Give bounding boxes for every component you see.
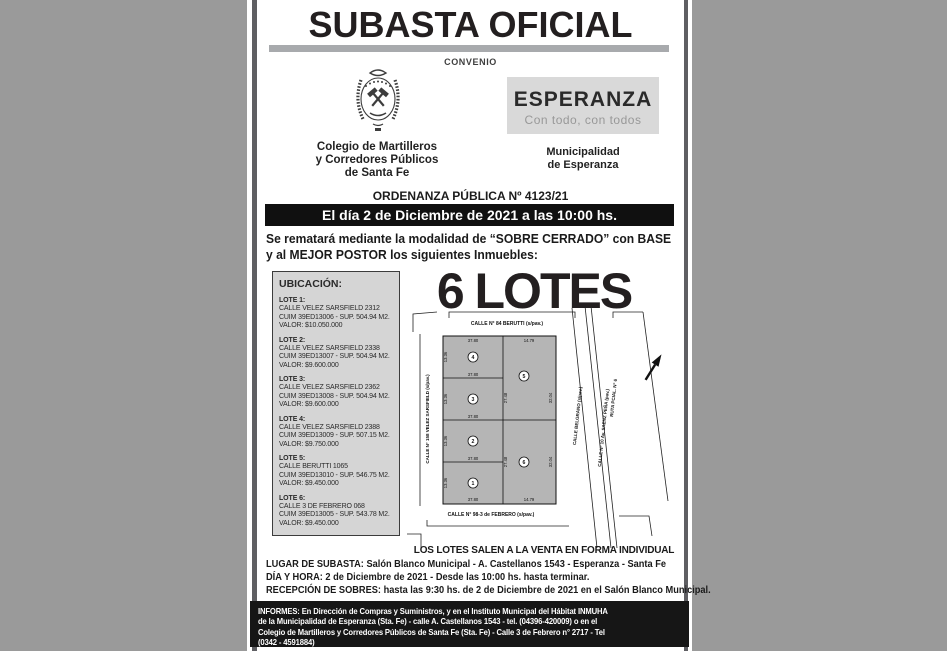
lote-3-cuim: CUIM 39ED13008 - SUP. 504.94 M2. xyxy=(279,392,390,400)
lote-5-label: LOTE 5: xyxy=(279,455,306,462)
esperanza-logo-subtitle: Con todo, con todos xyxy=(524,113,642,127)
detail-dia-hora-label: DÍA Y HORA: xyxy=(266,571,323,584)
lote-entry-1 xyxy=(279,296,393,331)
svg-text:6: 6 xyxy=(522,460,526,466)
lote-3-label: LOTE 3: xyxy=(279,376,306,383)
informes-footer xyxy=(250,601,689,647)
lote-entry-3 xyxy=(279,375,393,410)
dim-edge-2: 32.04 xyxy=(548,456,553,468)
svg-text:3: 3 xyxy=(471,397,475,403)
footer-line3: Colegio de Martilleros y Corredores Públicos de Santa Fe (Sta. Fe) - Calle 3 de Febrero n° 2717 - Tel xyxy=(258,626,605,637)
org-right-line2: de Esperanza xyxy=(547,159,619,171)
martilleros-crest-icon xyxy=(349,66,407,136)
lote-entry-5 xyxy=(279,454,393,489)
right-white-gap xyxy=(688,0,692,651)
street-label-ruta-pcial: RUTA PCIAL. N° 6 xyxy=(609,378,618,418)
lot-marker-1 xyxy=(468,478,478,488)
lote-6-calle: CALLE 3 DE FEBRERO 068 xyxy=(279,502,365,510)
dim-side-4: 13.36 xyxy=(443,477,448,489)
footer-line2: de la Municipalidad de Esperanza (Sta. Fe) - calle A. Castellanos 1543 - tel. (04396-420009) o en el xyxy=(258,616,598,627)
org-right-name xyxy=(509,146,657,172)
detail-recepcion-text: hasta las 9:30 hs. de 2 de Diciembre de 2021 en el Salón Blanco Municipal. xyxy=(383,584,711,597)
lot-marker-2 xyxy=(468,436,478,446)
dim-bottom-left: 37.80 xyxy=(467,497,479,502)
detail-dia-hora-text: 2 de Diciembre de 2021 - Desde las 10:00 hs. hasta terminar. xyxy=(325,571,590,584)
footer-line4: (0342 - 4591884) xyxy=(258,637,315,648)
lote-2-cuim: CUIM 39ED13007 - SUP. 504.94 M2. xyxy=(279,353,390,360)
intro-line2: y al MEJOR POSTOR los siguientes Inmuebles: xyxy=(266,247,538,262)
dim-row2: 37.80 xyxy=(467,414,479,419)
street-label-3-de-febrero: CALLE N° 98-3 de FEBRERO (s/pav.) xyxy=(447,512,535,518)
lote-5-cuim: CUIM 39ED13010 - SUP. 546.75 M2. xyxy=(279,471,390,479)
lots-map xyxy=(407,306,679,548)
lote-1-label: LOTE 1: xyxy=(279,297,306,304)
lote-6-valor: VALOR: $9.450.000 xyxy=(279,519,339,527)
lote-4-label: LOTE 4: xyxy=(279,415,306,423)
lote-2-valor: VALOR: $9.600.000 xyxy=(279,361,339,369)
esperanza-logo xyxy=(507,77,659,134)
lote-1-calle: CALLE VELEZ SARSFIELD 2312 xyxy=(279,305,380,312)
lote-1-valor: VALOR: $10.050.000 xyxy=(279,322,343,329)
detail-lugar-label: LUGAR DE SUBASTA: xyxy=(266,558,364,570)
intro-paragraph xyxy=(266,231,685,263)
six-lotes-headline: 6 LOTES xyxy=(436,263,632,319)
auction-details xyxy=(266,558,711,598)
lot-marker-6 xyxy=(519,457,529,467)
detail-recepcion-label: RECEPCIÓN DE SOBRES: xyxy=(266,584,382,597)
informes-footer-text xyxy=(258,606,681,648)
lote-4-cuim: CUIM 39ED13009 - SUP. 507.15 M2. xyxy=(279,432,390,439)
auction-flyer xyxy=(257,0,711,651)
ordenanza-heading: ORDENANZA PÚBLICA Nº 4123/21 xyxy=(372,189,569,203)
org-left-line3: de Santa Fe xyxy=(344,167,410,179)
detail-lugar xyxy=(266,558,688,571)
lote-entry-6 xyxy=(279,494,393,529)
page-title: SUBASTA OFICIAL xyxy=(308,4,633,45)
lote-5-valor: VALOR: $9.450.000 xyxy=(279,480,339,487)
lot-marker-4 xyxy=(468,352,478,362)
lot-block xyxy=(443,336,556,504)
org-left-name xyxy=(292,141,462,180)
street-label-belgrano: CALLE BELGRANO (s/pav.) xyxy=(571,386,584,446)
dim-mid-2: 27.48 xyxy=(503,456,508,468)
lote-2-label: LOTE 2: xyxy=(279,336,306,344)
svg-text:5: 5 xyxy=(522,374,526,380)
dim-side-1: 13.36 xyxy=(443,351,448,363)
auction-date-banner: El día 2 de Diciembre de 2021 a las 10:00 hs. xyxy=(265,204,674,226)
org-right-line1: Municipalidad xyxy=(546,146,620,158)
lote-5-calle: CALLE BERUTTI 1065 xyxy=(279,463,348,470)
lote-6-label: LOTE 6: xyxy=(279,494,306,502)
dim-edge-1: 32.04 xyxy=(548,392,553,404)
dim-top-left: 37.80 xyxy=(467,338,479,343)
lote-3-calle: CALLE VELEZ SARSFIELD 2362 xyxy=(279,384,380,391)
lote-entry-4 xyxy=(279,415,393,450)
street-label-saenz-pena: CALLE N° 10 Av. SAENZ PEÑA (pav.) xyxy=(596,388,611,467)
intro-line1: Se rematará mediante la modalidad de “SOBRE CERRADO” con BASE xyxy=(266,231,672,246)
individual-sale-note: LOS LOTES SALEN A LA VENTA EN FORMA INDIVIDUAL xyxy=(413,545,675,556)
lot-marker-3 xyxy=(468,394,478,404)
lote-6-cuim: CUIM 39ED13005 - SUP. 543.78 M2. xyxy=(279,511,390,518)
footer-line1: INFORMES: En Dirección de Compras y Suministros, y en el Instituto Municipal del Hábitat INMUHA xyxy=(258,606,608,616)
detail-dia-hora xyxy=(266,571,688,584)
svg-text:4: 4 xyxy=(471,355,475,361)
dim-bottom-right: 14.79 xyxy=(523,497,535,502)
lote-3-valor: VALOR: $9.600.000 xyxy=(279,401,339,408)
dim-side-2: 13.36 xyxy=(443,393,448,405)
lot-marker-5 xyxy=(519,371,529,381)
org-left-line2: y Corredores Públicos xyxy=(315,154,439,166)
street-label-berutti: CALLE N° 84 BERUTTI (s/pav.) xyxy=(470,321,544,327)
dim-row1: 37.80 xyxy=(467,372,479,377)
esperanza-logo-title: ESPERANZA xyxy=(513,88,653,111)
street-label-velez-sarsfield: CALLE N° 158 VELEZ SARSFIELD (s/pav.) xyxy=(425,374,430,464)
dim-mid-1: 27.48 xyxy=(503,392,508,404)
detail-lugar-text: Salón Blanco Municipal - A. Castellanos 1543 - Esperanza - Santa Fe xyxy=(366,558,666,570)
lote-1-cuim: CUIM 39ED13006 - SUP. 504.94 M2. xyxy=(279,313,390,321)
detail-recepcion xyxy=(266,584,711,597)
ubicacion-box xyxy=(272,271,400,536)
svg-text:2: 2 xyxy=(471,439,475,445)
dim-row3: 37.80 xyxy=(467,456,479,461)
svg-text:1: 1 xyxy=(471,481,475,487)
north-arrow-icon xyxy=(642,352,665,382)
lote-4-calle: CALLE VELEZ SARSFIELD 2388 xyxy=(279,423,380,431)
title-underline-bar xyxy=(269,45,669,52)
org-left-line1: Colegio de Martilleros xyxy=(316,141,438,153)
dim-side-3: 13.36 xyxy=(443,435,448,447)
lote-entry-2 xyxy=(279,336,393,371)
lote-4-valor: VALOR: $9.750.000 xyxy=(279,440,339,448)
convenio-label: CONVENIO xyxy=(444,57,497,67)
lote-2-calle: CALLE VELEZ SARSFIELD 2338 xyxy=(279,344,380,352)
ubicacion-title: UBICACIÓN: xyxy=(279,278,342,290)
dim-top-right: 14.79 xyxy=(523,338,535,343)
